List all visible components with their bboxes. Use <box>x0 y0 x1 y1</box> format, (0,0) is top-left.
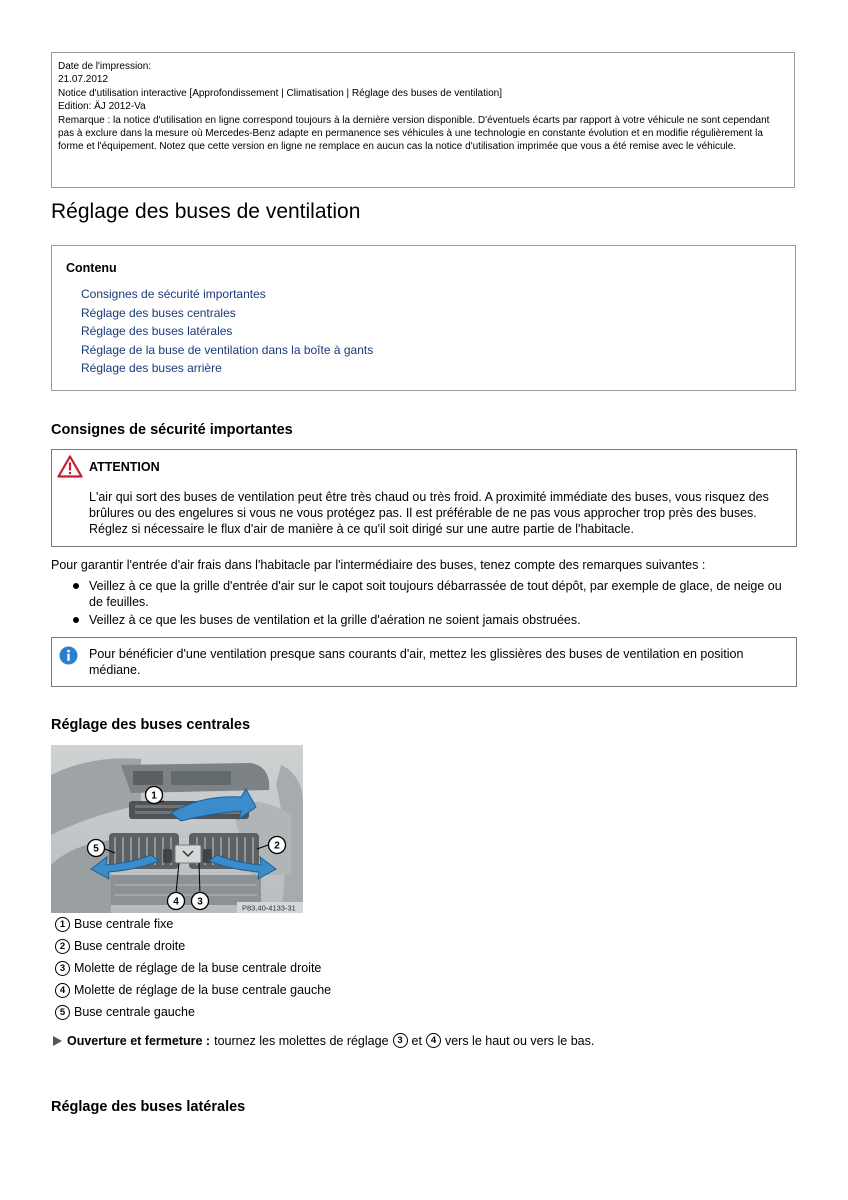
print-info-box <box>51 52 795 188</box>
callout-2-label: 2 <box>274 840 280 852</box>
step-arrow-icon <box>53 1036 62 1046</box>
callout-5-label: 5 <box>93 843 99 855</box>
callout-1-label: 1 <box>151 790 157 802</box>
warning-box <box>51 449 797 547</box>
callout-number: 2 <box>55 939 70 954</box>
toc-link-central[interactable]: Réglage des buses centrales <box>81 306 236 320</box>
figure-code: P83.40-4133-31 <box>242 903 296 913</box>
bullet-marker <box>73 583 79 589</box>
info-icon <box>59 646 78 665</box>
remark-text: Remarque : la notice d'utilisation en ligne correspond toujours à la dernière version disponible. D'éventuels écarts par rapport à votre véhicule ne sont cependant pas à exclure dans la mesure où Mercedes-Benz adapte en permanence ses véhicules à une technologie en constante évolution et en modifie régulièrement la forme et l'équipement. Notez que cette version en ligne ne remplace en aucun cas la notice d'utilisation imprimée que vous a été remise avec le véhicule. <box>58 114 770 153</box>
warning-text: L'air qui sort des buses de ventilation peut être très chaud ou très froid. A proximité immédiate des buses, vous risquez des brûlures ou des engelures si vous ne vous protégez pas. Il est préférable de ne pas vous approcher trop près des buses. Réglez si nécessaire le flux d'air de manière à ce qu'il soit dirigé sur une autre partie de l'habitacle. <box>89 490 769 536</box>
safety-intro: Pour garantir l'entrée d'air frais dans l'habitacle par l'intermédiaire des buses, tenez compte des remarques suivantes : <box>51 558 706 572</box>
callout-number: 5 <box>55 1005 70 1020</box>
toc-link-safety[interactable]: Consignes de sécurité importantes <box>81 287 266 301</box>
central-heading: Réglage des buses centrales <box>51 717 251 733</box>
legend-item <box>55 1003 195 1021</box>
legend-label: Buse centrale droite <box>74 939 186 953</box>
legend-item <box>55 959 321 977</box>
step-text: et <box>411 1033 422 1048</box>
legend-item <box>55 915 173 933</box>
step-bold: Ouverture et fermeture : <box>67 1033 211 1048</box>
dashboard-illustration <box>51 745 303 913</box>
lateral-heading: Réglage des buses latérales <box>51 1099 246 1115</box>
dashboard-vents-figure <box>51 745 303 913</box>
bullet-item: Veillez à ce que les buses de ventilation et la grille d'aération ne soient jamais obstruées. <box>89 613 581 627</box>
toc-link-rear[interactable]: Réglage des buses arrière <box>81 361 222 375</box>
legend-label: Buse centrale fixe <box>74 917 174 931</box>
safety-heading: Consignes de sécurité importantes <box>51 422 293 438</box>
print-date-label: Date de l'impression: <box>58 61 152 72</box>
bullet-item: Veillez à ce que la grille d'entrée d'air sur le capot soit toujours débarrassée de tout dépôt, par exemple de glace, de neige ou de feuilles. <box>89 579 782 609</box>
legend-item <box>55 981 331 999</box>
page-title: Réglage des buses de ventilation <box>51 200 361 223</box>
legend-label: Molette de réglage de la buse centrale droite <box>74 961 322 975</box>
step-text: tournez les molettes de réglage <box>214 1033 389 1048</box>
toc-heading: Contenu <box>66 261 117 275</box>
callout-number: 4 <box>55 983 70 998</box>
warning-icon <box>57 455 83 478</box>
step-instruction <box>53 1033 594 1048</box>
step-text: vers le haut ou vers le bas. <box>444 1033 595 1048</box>
callout-4-label: 4 <box>173 896 179 908</box>
callout-number: 3 <box>55 961 70 976</box>
legend-label: Molette de réglage de la buse centrale gauche <box>74 983 332 997</box>
callout-number: 3 <box>393 1033 408 1048</box>
bullet-marker <box>73 617 79 623</box>
legend-label: Buse centrale gauche <box>74 1005 195 1019</box>
toc-box <box>51 245 796 391</box>
edition: Edition: ÄJ 2012-Va <box>58 101 146 113</box>
callout-number: 1 <box>55 917 70 932</box>
toc-link-lateral[interactable]: Réglage des buses latérales <box>81 324 233 338</box>
warning-title: ATTENTION <box>89 460 160 474</box>
callout-number: 4 <box>426 1033 441 1048</box>
callout-3-label: 3 <box>197 896 203 908</box>
toc-link-glovebox[interactable]: Réglage de la buse de ventilation dans la boîte à gants <box>81 343 374 357</box>
legend-item <box>55 937 185 955</box>
print-date: 21.07.2012 <box>58 74 109 86</box>
notice-path: Notice d'utilisation interactive [Approfondissement | Climatisation | Réglage des buses de ventilation] <box>58 87 503 99</box>
info-text: Pour bénéficier d'une ventilation presque sans courants d'air, mettez les glissières des buses de ventilation en position médiane. <box>89 647 744 677</box>
info-box <box>51 637 797 687</box>
